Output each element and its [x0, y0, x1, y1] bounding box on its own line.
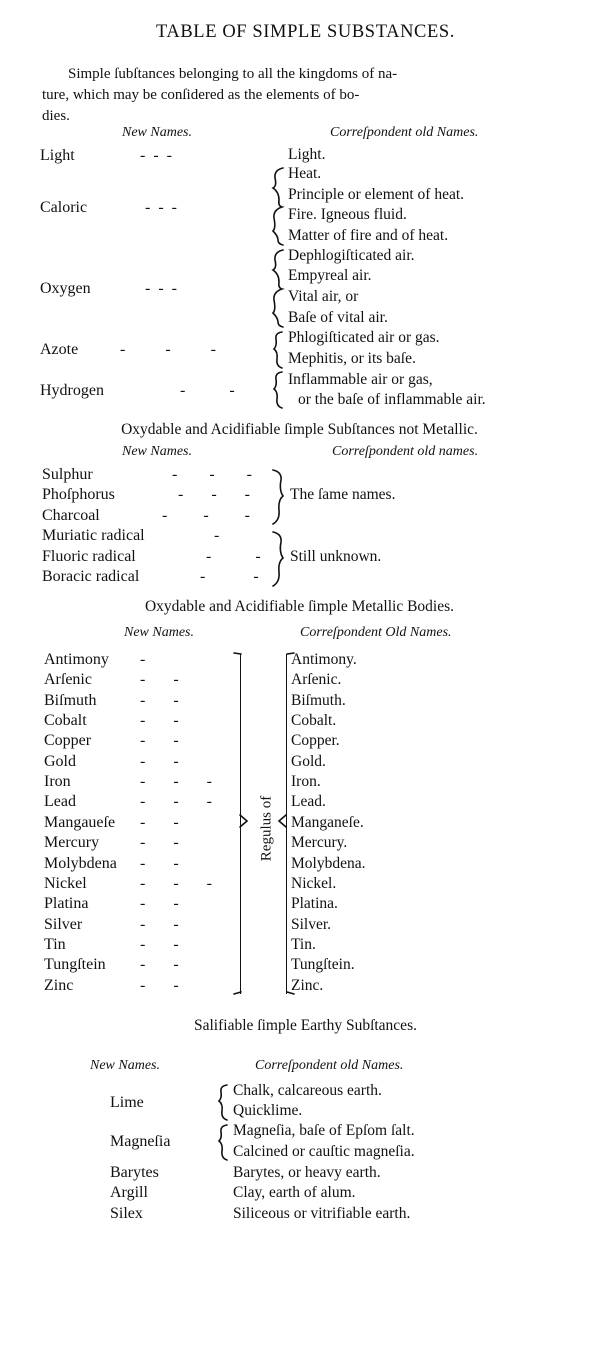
s2-brace-group2	[270, 530, 286, 588]
s1-brace-oxygen	[270, 248, 286, 328]
s2-old-group1: The ſame names.	[290, 486, 396, 503]
s1-name: Caloric	[40, 199, 88, 216]
s2-heading: Oxydable and Acidifiable ſimple Subſtances not Metallic.	[121, 421, 478, 438]
s2-dashes: -	[214, 527, 222, 544]
s3-row-3	[44, 711, 234, 731]
s2-dashes: - - -	[172, 466, 266, 483]
s1-brace-hydrogen	[271, 370, 285, 410]
s3-dashes: - -	[140, 753, 191, 770]
s2-name: Boracic radical	[42, 568, 140, 585]
s3-old-name: Nickel.	[291, 875, 337, 892]
s3-row-14	[44, 935, 234, 955]
s4-old-magnesia-1: Magneſia, baſe of Epſom ſalt.	[233, 1122, 415, 1139]
s3-old-name: Biſmuth.	[291, 692, 346, 709]
s3-old-name: Zinc.	[291, 977, 324, 994]
s1-old-caloric-2: Principle or element of heat.	[288, 186, 465, 203]
intro-line-1: Simple ſubſtances belonging to all the kingdoms of na-	[68, 66, 398, 82]
page-title: TABLE OF SIMPLE SUBSTANCES.	[155, 22, 455, 42]
s1-old-azote-1: Phlogiſticated air or gas.	[288, 329, 440, 346]
s4-old-silex: Siliceous or vitrifiable earth.	[233, 1205, 411, 1222]
intro-line-2: ture, which may be conſidered as the elements of bo-	[42, 87, 360, 103]
s3-old-name: Arſenic.	[291, 671, 342, 688]
s3-name: Cobalt	[44, 712, 87, 729]
s2-dashes: - -	[200, 568, 281, 585]
s4-old-barytes: Barytes, or heavy earth.	[233, 1164, 381, 1181]
s3-row-2	[44, 691, 234, 711]
s1-name: Hydrogen	[40, 382, 104, 399]
s1-dashes: - -	[180, 382, 255, 399]
s1-header-old: Correſpondent old Names.	[330, 125, 479, 140]
s2-old-group2: Still unknown.	[290, 548, 382, 565]
s2-name: Phoſphorus	[42, 486, 115, 503]
s3-row-5	[44, 752, 234, 772]
s3-dashes: - -	[140, 977, 191, 994]
s3-dashes: - -	[140, 814, 191, 831]
s2-dashes: - -	[206, 548, 281, 565]
s1-name: Azote	[40, 341, 79, 358]
s3-dashes: - - -	[140, 773, 224, 790]
s3-regulus-text: Regulus of	[258, 795, 275, 862]
s2-row-boracic	[42, 567, 281, 587]
s3-dashes: - -	[140, 895, 191, 912]
s3-old-name: Molybdena.	[291, 855, 366, 872]
s4-name: Argill	[110, 1184, 148, 1201]
s3-dashes: - -	[140, 712, 191, 729]
s3-dashes: - -	[140, 732, 191, 749]
s3-row-13	[44, 915, 234, 935]
s4-row-argill	[110, 1183, 210, 1203]
s3-name: Lead	[44, 793, 76, 810]
s3-row-4	[44, 731, 234, 751]
s3-dashes: - -	[140, 956, 191, 973]
s3-row-1	[44, 670, 234, 690]
s1-old-oxygen-3: Vital air, or	[288, 288, 359, 305]
s3-row-9	[44, 833, 234, 853]
s1-old-oxygen-4: Baſe of vital air.	[288, 309, 388, 326]
s3-dashes: - -	[140, 671, 191, 688]
s4-row-barytes	[110, 1163, 210, 1183]
s3-header-new: New Names.	[124, 625, 194, 640]
s3-left-bracket-top	[233, 652, 243, 658]
s4-old-argill: Clay, earth of alum.	[233, 1184, 356, 1201]
s3-regulus-label	[247, 790, 287, 870]
s3-old-name: Copper.	[291, 732, 340, 749]
s3-row-16	[44, 976, 234, 996]
s3-name: Copper	[44, 732, 92, 749]
s1-old-caloric-3: Fire. Igneous fluid.	[288, 206, 407, 223]
s1-row-caloric	[40, 198, 270, 218]
s1-row-oxygen	[40, 279, 270, 299]
s1-brace-azote	[271, 330, 285, 370]
s4-row-magnesia	[110, 1132, 210, 1152]
s1-old-caloric-4: Matter of fire and of heat.	[288, 227, 449, 244]
s1-dashes: - - -	[145, 280, 179, 297]
s2-row-phosphorus	[42, 485, 272, 505]
s3-left-bracket-bottom	[233, 988, 243, 996]
s2-name: Charcoal	[42, 507, 100, 524]
s3-old-name: Iron.	[291, 773, 321, 790]
s4-name: Lime	[110, 1094, 144, 1111]
s2-row-fluoric	[42, 547, 281, 567]
s1-brace-caloric	[270, 166, 286, 246]
s3-name: Arſenic	[44, 671, 92, 688]
s2-row-muriatic	[42, 526, 272, 546]
s2-header-new: New Names.	[122, 444, 192, 459]
s3-header-old: Correſpondent Old Names.	[300, 625, 452, 640]
s1-row-hydrogen	[40, 381, 270, 401]
s1-old-hydrogen-2: or the baſe of inflammable air.	[298, 391, 486, 408]
s4-header-new: New Names.	[90, 1058, 160, 1073]
s3-name: Gold	[44, 753, 76, 770]
s4-old-magnesia-2: Calcined or cauſtic magneſia.	[233, 1143, 415, 1160]
s3-name: Mangaueſe	[44, 814, 116, 831]
s3-right-bracket-bottom	[286, 988, 296, 996]
s1-header-new: New Names.	[122, 125, 192, 140]
s3-dashes: - -	[140, 834, 191, 851]
s3-name: Tungſtein	[44, 956, 106, 973]
s3-name: Iron	[44, 773, 71, 790]
s3-row-6	[44, 772, 234, 792]
s3-name: Nickel	[44, 875, 87, 892]
s3-old-name: Antimony.	[291, 651, 357, 668]
s3-old-name: Mercury.	[291, 834, 348, 851]
s2-row-charcoal	[42, 506, 272, 526]
s4-row-silex	[110, 1204, 210, 1224]
s3-name: Molybdena	[44, 855, 117, 872]
s1-dashes: - - -	[140, 147, 174, 164]
s3-right-bracket-point	[278, 813, 288, 829]
s4-brace-magnesia	[216, 1123, 230, 1161]
s3-right-bracket-top	[286, 652, 296, 658]
s1-row-light	[40, 146, 270, 166]
s4-name: Silex	[110, 1205, 143, 1222]
s3-name: Biſmuth	[44, 692, 97, 709]
s4-brace-lime	[216, 1083, 230, 1121]
s3-name: Platina	[44, 895, 89, 912]
s1-dashes: - - -	[145, 199, 179, 216]
s3-row-0	[44, 650, 234, 670]
s1-name: Oxygen	[40, 280, 91, 297]
s3-dashes: - - -	[140, 793, 224, 810]
s3-row-11	[44, 874, 234, 894]
s3-old-name: Cobalt.	[291, 712, 337, 729]
s4-row-lime	[110, 1093, 210, 1113]
s4-old-lime-1: Chalk, calcareous earth.	[233, 1082, 382, 1099]
s2-name: Muriatic radical	[42, 527, 145, 544]
s1-old-hydrogen-1: Inflammable air or gas,	[288, 371, 433, 388]
s3-dashes: - - -	[140, 875, 224, 892]
s3-dashes: - -	[140, 936, 191, 953]
s3-row-7	[44, 792, 234, 812]
s1-dashes: - - -	[120, 341, 234, 358]
s3-old-name: Tin.	[291, 936, 316, 953]
s3-dashes: - -	[140, 855, 191, 872]
s3-old-name: Gold.	[291, 753, 326, 770]
s2-name: Sulphur	[42, 466, 93, 483]
s3-name: Mercury	[44, 834, 100, 851]
s4-old-lime-2: Quicklime.	[233, 1102, 303, 1119]
s3-name: Antimony	[44, 651, 109, 668]
s3-dashes: - -	[140, 692, 191, 709]
s3-old-name: Lead.	[291, 793, 326, 810]
s2-dashes: - - -	[178, 486, 262, 503]
s2-name: Fluoric radical	[42, 548, 136, 565]
s3-old-name: Tungſtein.	[291, 956, 355, 973]
s1-old-oxygen-1: Dephlogiſticated air.	[288, 247, 415, 264]
s3-dashes: -	[140, 651, 158, 668]
s3-old-name: Platina.	[291, 895, 338, 912]
s4-name: Barytes	[110, 1164, 159, 1181]
s3-row-10	[44, 854, 234, 874]
s2-dashes: - - -	[162, 507, 266, 524]
s3-name: Zinc	[44, 977, 74, 994]
s3-row-8	[44, 813, 234, 833]
s2-header-old: Correſpondent old names.	[332, 444, 479, 459]
intro-line-3: dies.	[42, 108, 70, 124]
s4-header-old: Correſpondent old Names.	[255, 1058, 404, 1073]
s3-dashes: - -	[140, 916, 191, 933]
s4-name: Magneſia	[110, 1133, 171, 1150]
s3-old-name: Silver.	[291, 916, 332, 933]
s3-row-15	[44, 955, 234, 975]
s3-row-12	[44, 894, 234, 914]
s4-heading: Salifiable ſimple Earthy Subſtances.	[194, 1017, 417, 1034]
s2-row-sulphur	[42, 465, 272, 485]
s3-name: Tin	[44, 936, 66, 953]
s3-name: Silver	[44, 916, 83, 933]
s1-row-azote	[40, 340, 270, 360]
s1-old-caloric-1: Heat.	[288, 165, 322, 182]
s3-old-name: Manganeſe.	[291, 814, 364, 831]
s1-old-light: Light.	[288, 146, 326, 163]
s2-brace-group1	[270, 468, 286, 526]
s1-old-oxygen-2: Empyreal air.	[288, 267, 372, 284]
s1-old-azote-2: Mephitis, or its baſe.	[288, 350, 416, 367]
s1-name: Light	[40, 147, 75, 164]
s3-heading: Oxydable and Acidifiable ſimple Metallic Bodies.	[144, 598, 455, 615]
